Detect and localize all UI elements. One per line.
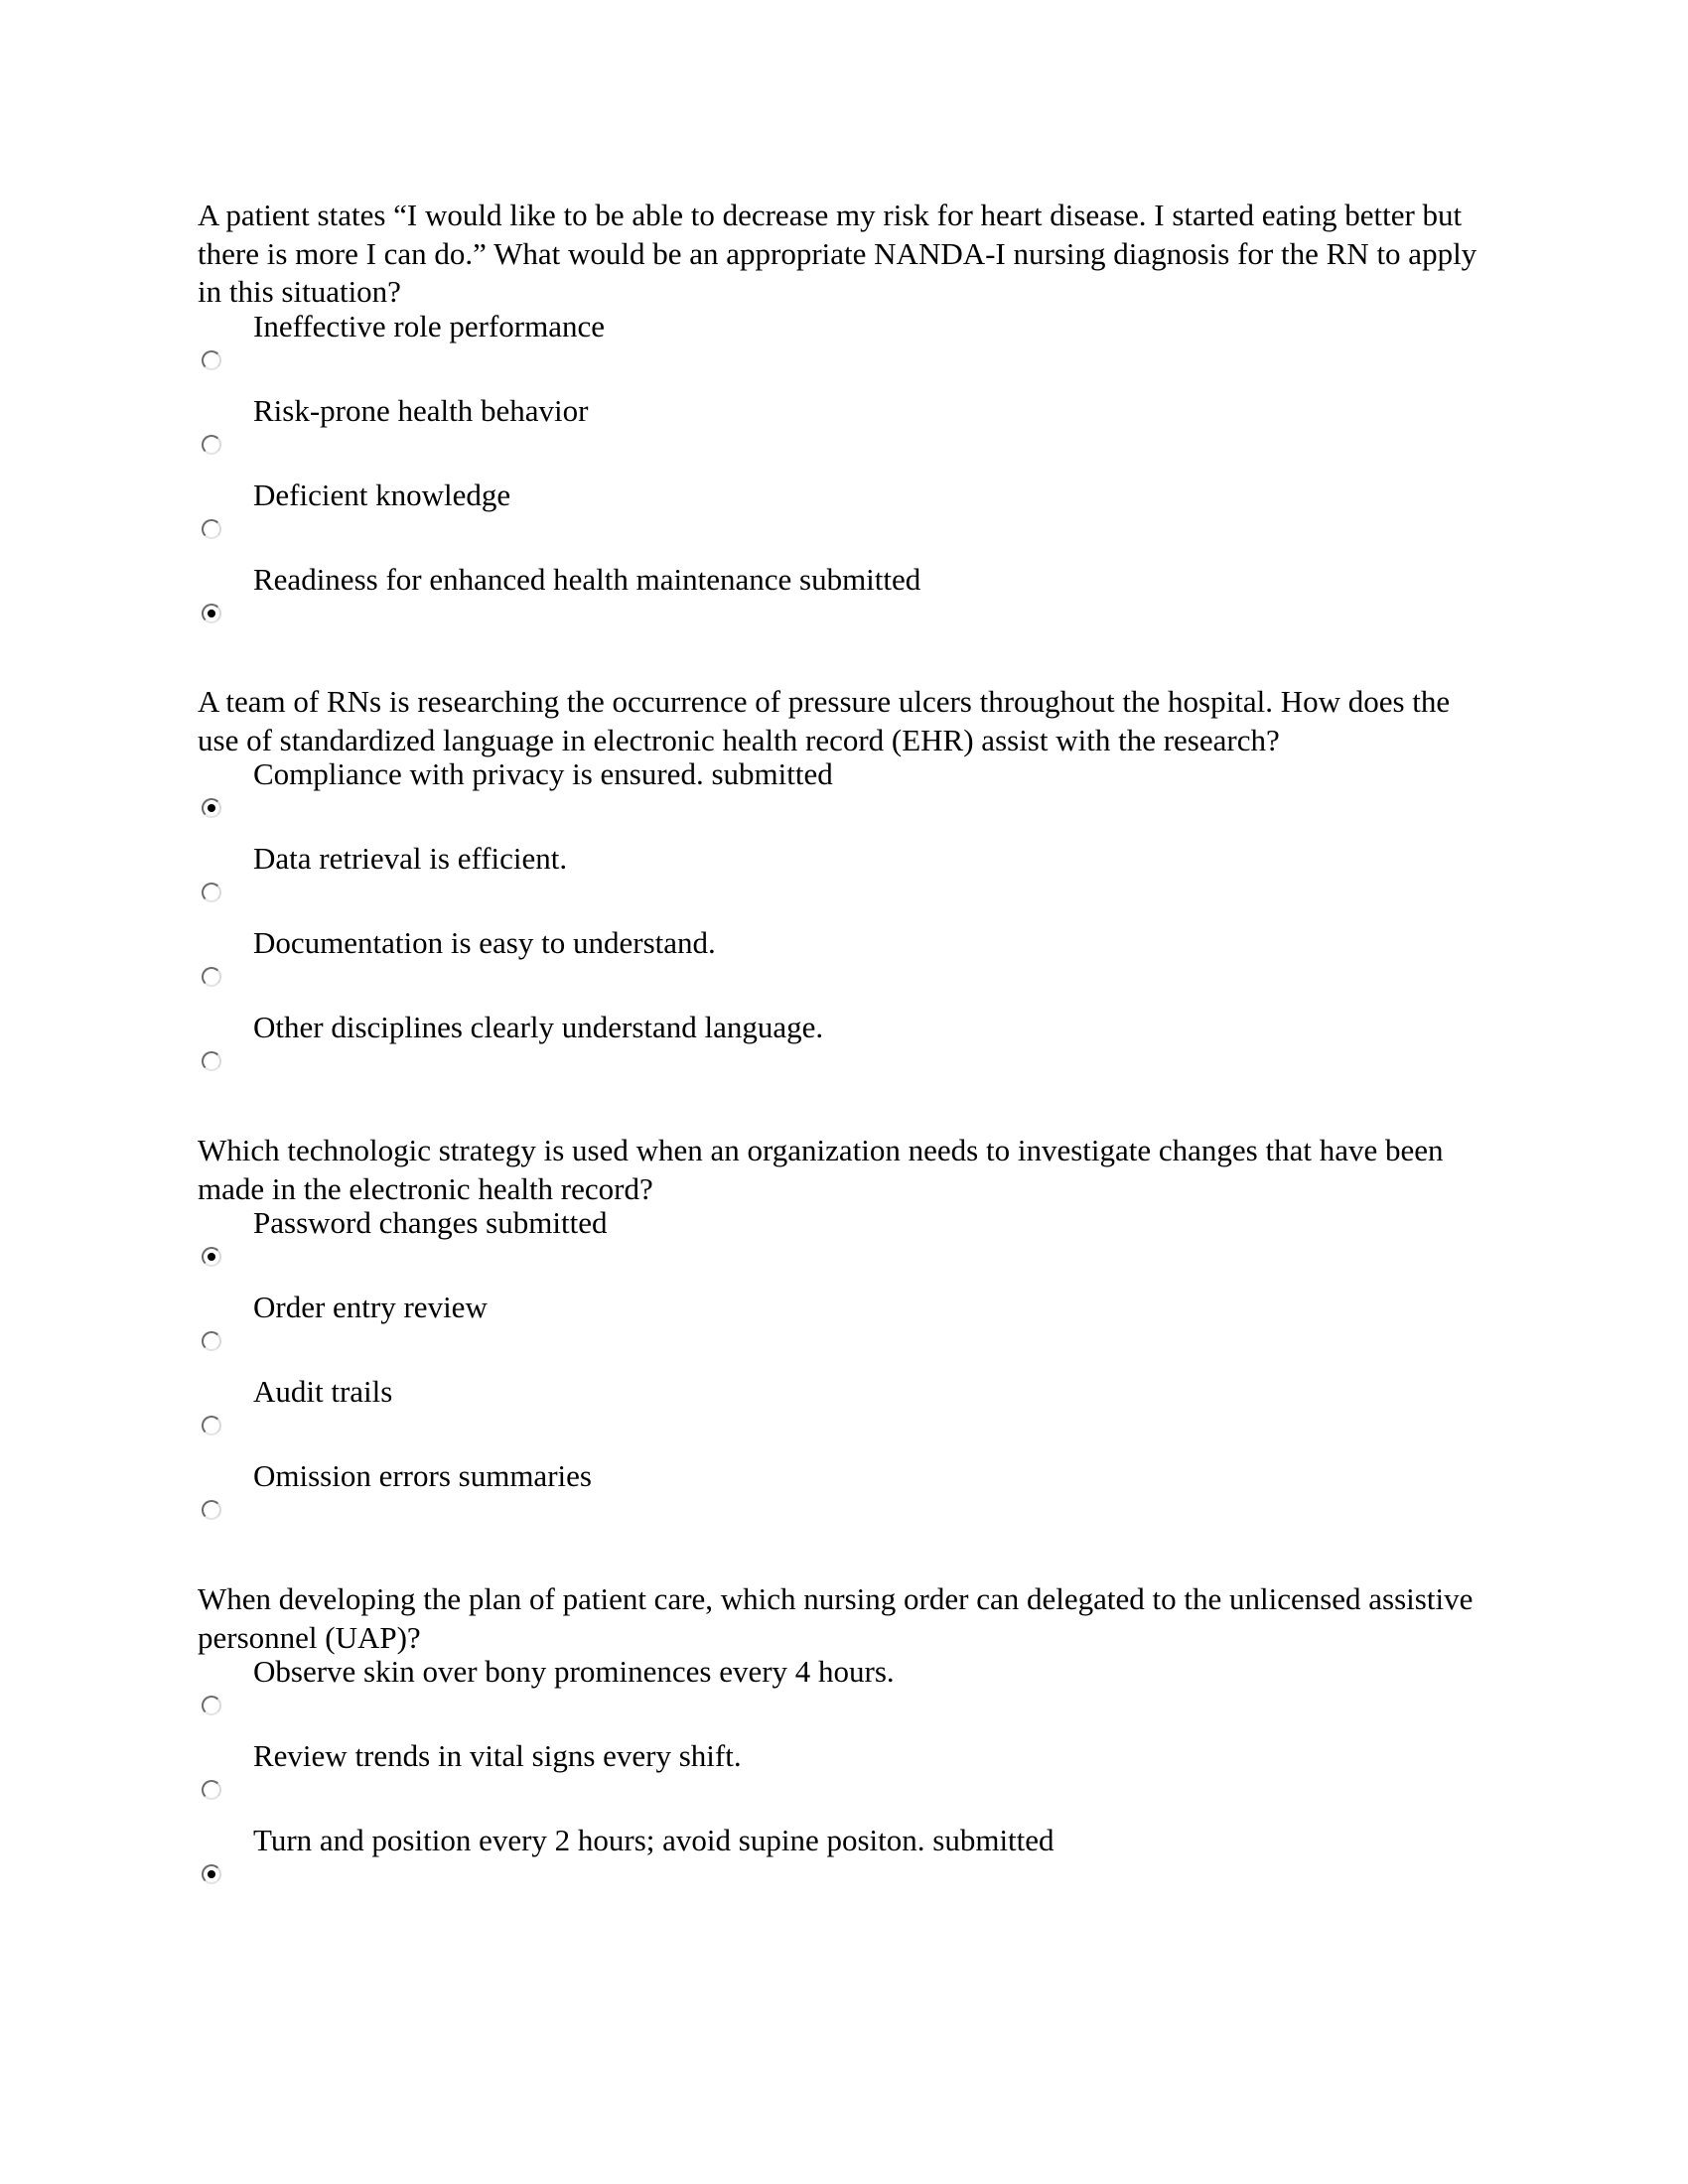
question-2-options xyxy=(198,756,1498,1097)
question-4-option-2[interactable] xyxy=(198,1738,1498,1826)
question-4-options xyxy=(198,1654,1498,1910)
option-label: Order entry review xyxy=(253,1290,488,1324)
option-label: Observe skin over bony prominences every 4 hours. xyxy=(253,1654,895,1689)
question-3 xyxy=(198,1132,1498,1546)
question-4-option-3[interactable] xyxy=(198,1823,1498,1910)
question-1-option-1[interactable] xyxy=(198,308,1498,396)
option-label: Risk-prone health behavior xyxy=(253,392,589,428)
option-label: Other disciplines clearly understand language. xyxy=(253,1010,824,1044)
option-label: Deficient knowledge xyxy=(253,477,511,512)
question-1 xyxy=(198,197,1498,649)
question-2-option-4[interactable] xyxy=(198,1010,1498,1097)
question-4-option-1[interactable] xyxy=(198,1654,1498,1741)
option-label: Password changes submitted xyxy=(253,1205,608,1240)
question-2 xyxy=(198,683,1498,1097)
radio-button-selected[interactable] xyxy=(202,604,221,623)
radio-button-selected[interactable] xyxy=(202,798,221,818)
question-3-text: Which technologic strategy is used when an organization needs to investigate changes that have been made in the electronic health record? xyxy=(198,1133,1444,1206)
question-2-option-3[interactable] xyxy=(198,925,1498,1013)
radio-button-selected[interactable] xyxy=(202,1864,221,1884)
option-label: Ineffective role performance xyxy=(253,308,605,343)
option-label: Readiness for enhanced health maintenance submitted xyxy=(253,561,921,597)
option-label: Audit trails xyxy=(253,1374,393,1409)
question-2-option-2[interactable] xyxy=(198,841,1498,928)
radio-button[interactable] xyxy=(202,1780,221,1800)
question-2-option-1[interactable] xyxy=(198,756,1498,844)
radio-button[interactable] xyxy=(202,519,221,539)
radio-button[interactable] xyxy=(202,1696,221,1715)
question-4 xyxy=(198,1580,1498,1910)
question-3-option-2[interactable] xyxy=(198,1290,1498,1377)
option-label: Omission errors summaries xyxy=(253,1458,592,1493)
radio-button[interactable] xyxy=(202,350,221,370)
question-1-option-4[interactable] xyxy=(198,561,1498,649)
radio-button[interactable] xyxy=(202,883,221,902)
option-label: Data retrieval is efficient. xyxy=(253,841,568,876)
question-1-text: A patient states “I would like to be able to decrease my risk for heart disease. I started eating better but there is more I can do.” What would be an appropriate NANDA-I nursing diagnosis for the RN to apply in this situation? xyxy=(198,198,1477,309)
question-3-option-4[interactable] xyxy=(198,1458,1498,1546)
question-4-text: When developing the plan of patient care, which nursing order can delegated to the unlicensed assistive personnel (UAP)? xyxy=(198,1581,1474,1655)
radio-button[interactable] xyxy=(202,1331,221,1351)
question-3-option-3[interactable] xyxy=(198,1374,1498,1461)
radio-button[interactable] xyxy=(202,967,221,987)
option-label: Compliance with privacy is ensured. submitted xyxy=(253,756,833,791)
radio-button-selected[interactable] xyxy=(202,1247,221,1267)
radio-button[interactable] xyxy=(202,1416,221,1435)
question-3-option-1[interactable] xyxy=(198,1205,1498,1293)
radio-button[interactable] xyxy=(202,1500,221,1520)
question-1-option-3[interactable] xyxy=(198,477,1498,565)
option-label: Review trends in vital signs every shift. xyxy=(253,1738,742,1773)
question-3-options xyxy=(198,1205,1498,1546)
question-1-option-2[interactable] xyxy=(198,392,1498,480)
question-1-options xyxy=(198,308,1498,649)
radio-button[interactable] xyxy=(202,1051,221,1071)
option-label: Documentation is easy to understand. xyxy=(253,925,716,960)
question-2-text: A team of RNs is researching the occurrence of pressure ulcers throughout the hospital. How does the use of standardized language in electronic health record (EHR) assist with the research? xyxy=(198,684,1451,757)
option-label: Turn and position every 2 hours; avoid supine positon. submitted xyxy=(253,1823,1055,1857)
radio-button[interactable] xyxy=(202,435,221,455)
